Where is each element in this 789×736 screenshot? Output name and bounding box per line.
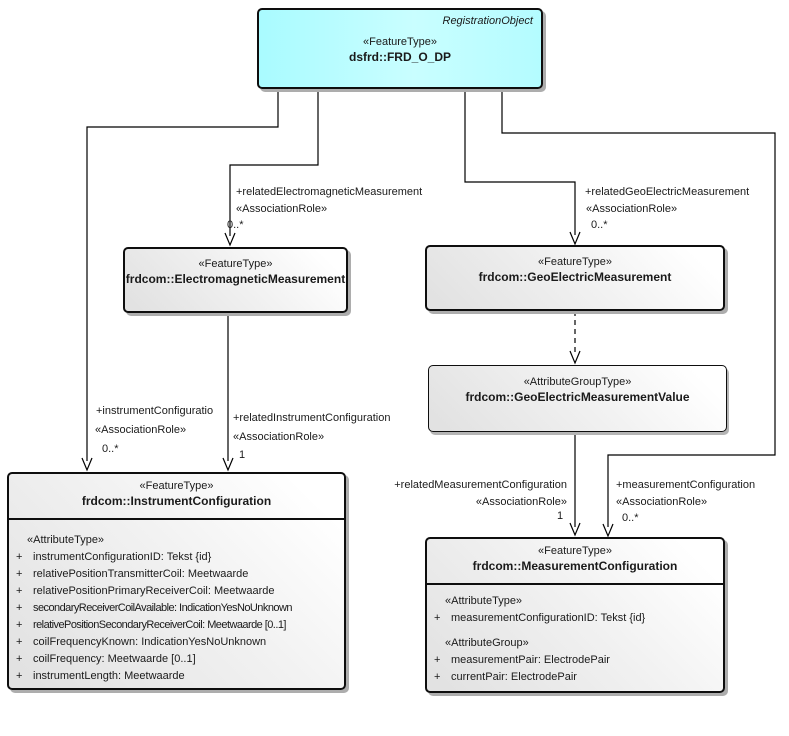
- edge-multiplicity-label: 1: [557, 510, 564, 522]
- class-name: frdcom::MeasurementConfiguration: [472, 559, 678, 573]
- attribute-row: + measurementConfigurationID: Tekst {id}: [434, 612, 646, 624]
- attribute-row: + relativePositionPrimaryReceiverCoil: Meetwaarde: [16, 585, 275, 597]
- stereotype-label: «AttributeGroupType»: [523, 376, 632, 388]
- association-frd-to-geo-electric-measurement: [465, 89, 575, 235]
- edge-role-label: +relatedGeoElectricMeasurement: [585, 186, 750, 198]
- edge-stereotype-label: «AssociationRole»: [236, 203, 328, 215]
- stereotype-label: «FeatureType»: [198, 258, 273, 270]
- stereotype-label: «FeatureType»: [363, 36, 437, 48]
- attribute-row: + relativePositionTransmitterCoil: Meetwaarde: [16, 568, 249, 580]
- edge-stereotype-label: «AssociationRole»: [475, 496, 567, 508]
- edge-multiplicity-label: 1: [239, 449, 246, 461]
- attribute-row: + secondaryReceiverCoilAvailable: IndicationYesNoUnknown: [16, 602, 292, 614]
- attribute-section-header: «AttributeType»: [27, 534, 105, 546]
- arrowhead-icon: [223, 458, 233, 470]
- edge-multiplicity-label: 0..*: [102, 443, 119, 455]
- edge-stereotype-label: «AssociationRole»: [95, 424, 187, 436]
- attribute-row: + relativePositionSecondaryReceiverCoil: Meetwaarde [0..1]: [16, 619, 286, 631]
- edge-role-label: +measurementConfiguration: [616, 479, 756, 491]
- edge-multiplicity-label: 0..*: [591, 219, 608, 231]
- arrowhead-icon: [82, 458, 92, 470]
- attribute-section-header: «AttributeGroup»: [445, 637, 529, 649]
- class-geo-electric-measurement: [425, 245, 725, 311]
- edge-role-label: +relatedElectromagneticMeasurement: [236, 186, 423, 198]
- attribute-row: + coilFrequencyKnown: IndicationYesNoUnknown: [16, 636, 267, 648]
- class-measurement-configuration: [425, 537, 725, 693]
- edge-role-label: +instrumentConfiguratio: [96, 405, 214, 417]
- edge-stereotype-label: «AssociationRole»: [586, 203, 678, 215]
- class-instrument-configuration: [7, 472, 346, 690]
- attribute-section-header: «AttributeType»: [445, 595, 523, 607]
- class-name: frdcom::GeoElectricMeasurement: [478, 270, 672, 284]
- class-name: dsfrd::FRD_O_DP: [348, 50, 451, 64]
- arrowhead-icon: [225, 233, 235, 245]
- arrowhead-icon: [570, 523, 580, 535]
- attribute-row: + instrumentLength: Meetwaarde: [16, 670, 185, 682]
- arrowhead-icon: [570, 351, 580, 363]
- attribute-row: + measurementPair: ElectrodePair: [434, 654, 610, 666]
- class-name: frdcom::InstrumentConfiguration: [81, 494, 272, 508]
- class-frd-o-dp: [257, 8, 543, 89]
- stereotype-label: «FeatureType»: [538, 256, 612, 268]
- edge-role-label: +relatedMeasurementConfiguration: [394, 479, 567, 491]
- edge-multiplicity-label: 0..*: [227, 219, 244, 231]
- stereotype-label: «FeatureType»: [139, 480, 214, 492]
- edge-role-label: +relatedInstrumentConfiguration: [233, 412, 391, 424]
- attribute-row: + instrumentConfigurationID: Tekst {id}: [16, 551, 212, 563]
- class-name: frdcom::ElectromagneticMeasurement: [125, 272, 346, 286]
- arrowhead-icon: [570, 232, 580, 244]
- attribute-row: + currentPair: ElectrodePair: [434, 671, 577, 683]
- stereotype-label: «FeatureType»: [538, 545, 612, 557]
- registration-object-tag: RegistrationObject: [442, 15, 533, 27]
- class-electromagnetic-measurement: [123, 247, 348, 313]
- class-geo-electric-measurement-value: [428, 365, 727, 432]
- class-name: frdcom::GeoElectricMeasurementValue: [465, 390, 690, 404]
- arrowhead-icon: [603, 524, 613, 536]
- edge-stereotype-label: «AssociationRole»: [616, 496, 708, 508]
- edge-multiplicity-label: 0..*: [622, 512, 639, 524]
- edge-stereotype-label: «AssociationRole»: [233, 431, 325, 443]
- attribute-row: + coilFrequency: Meetwaarde [0..1]: [16, 653, 196, 665]
